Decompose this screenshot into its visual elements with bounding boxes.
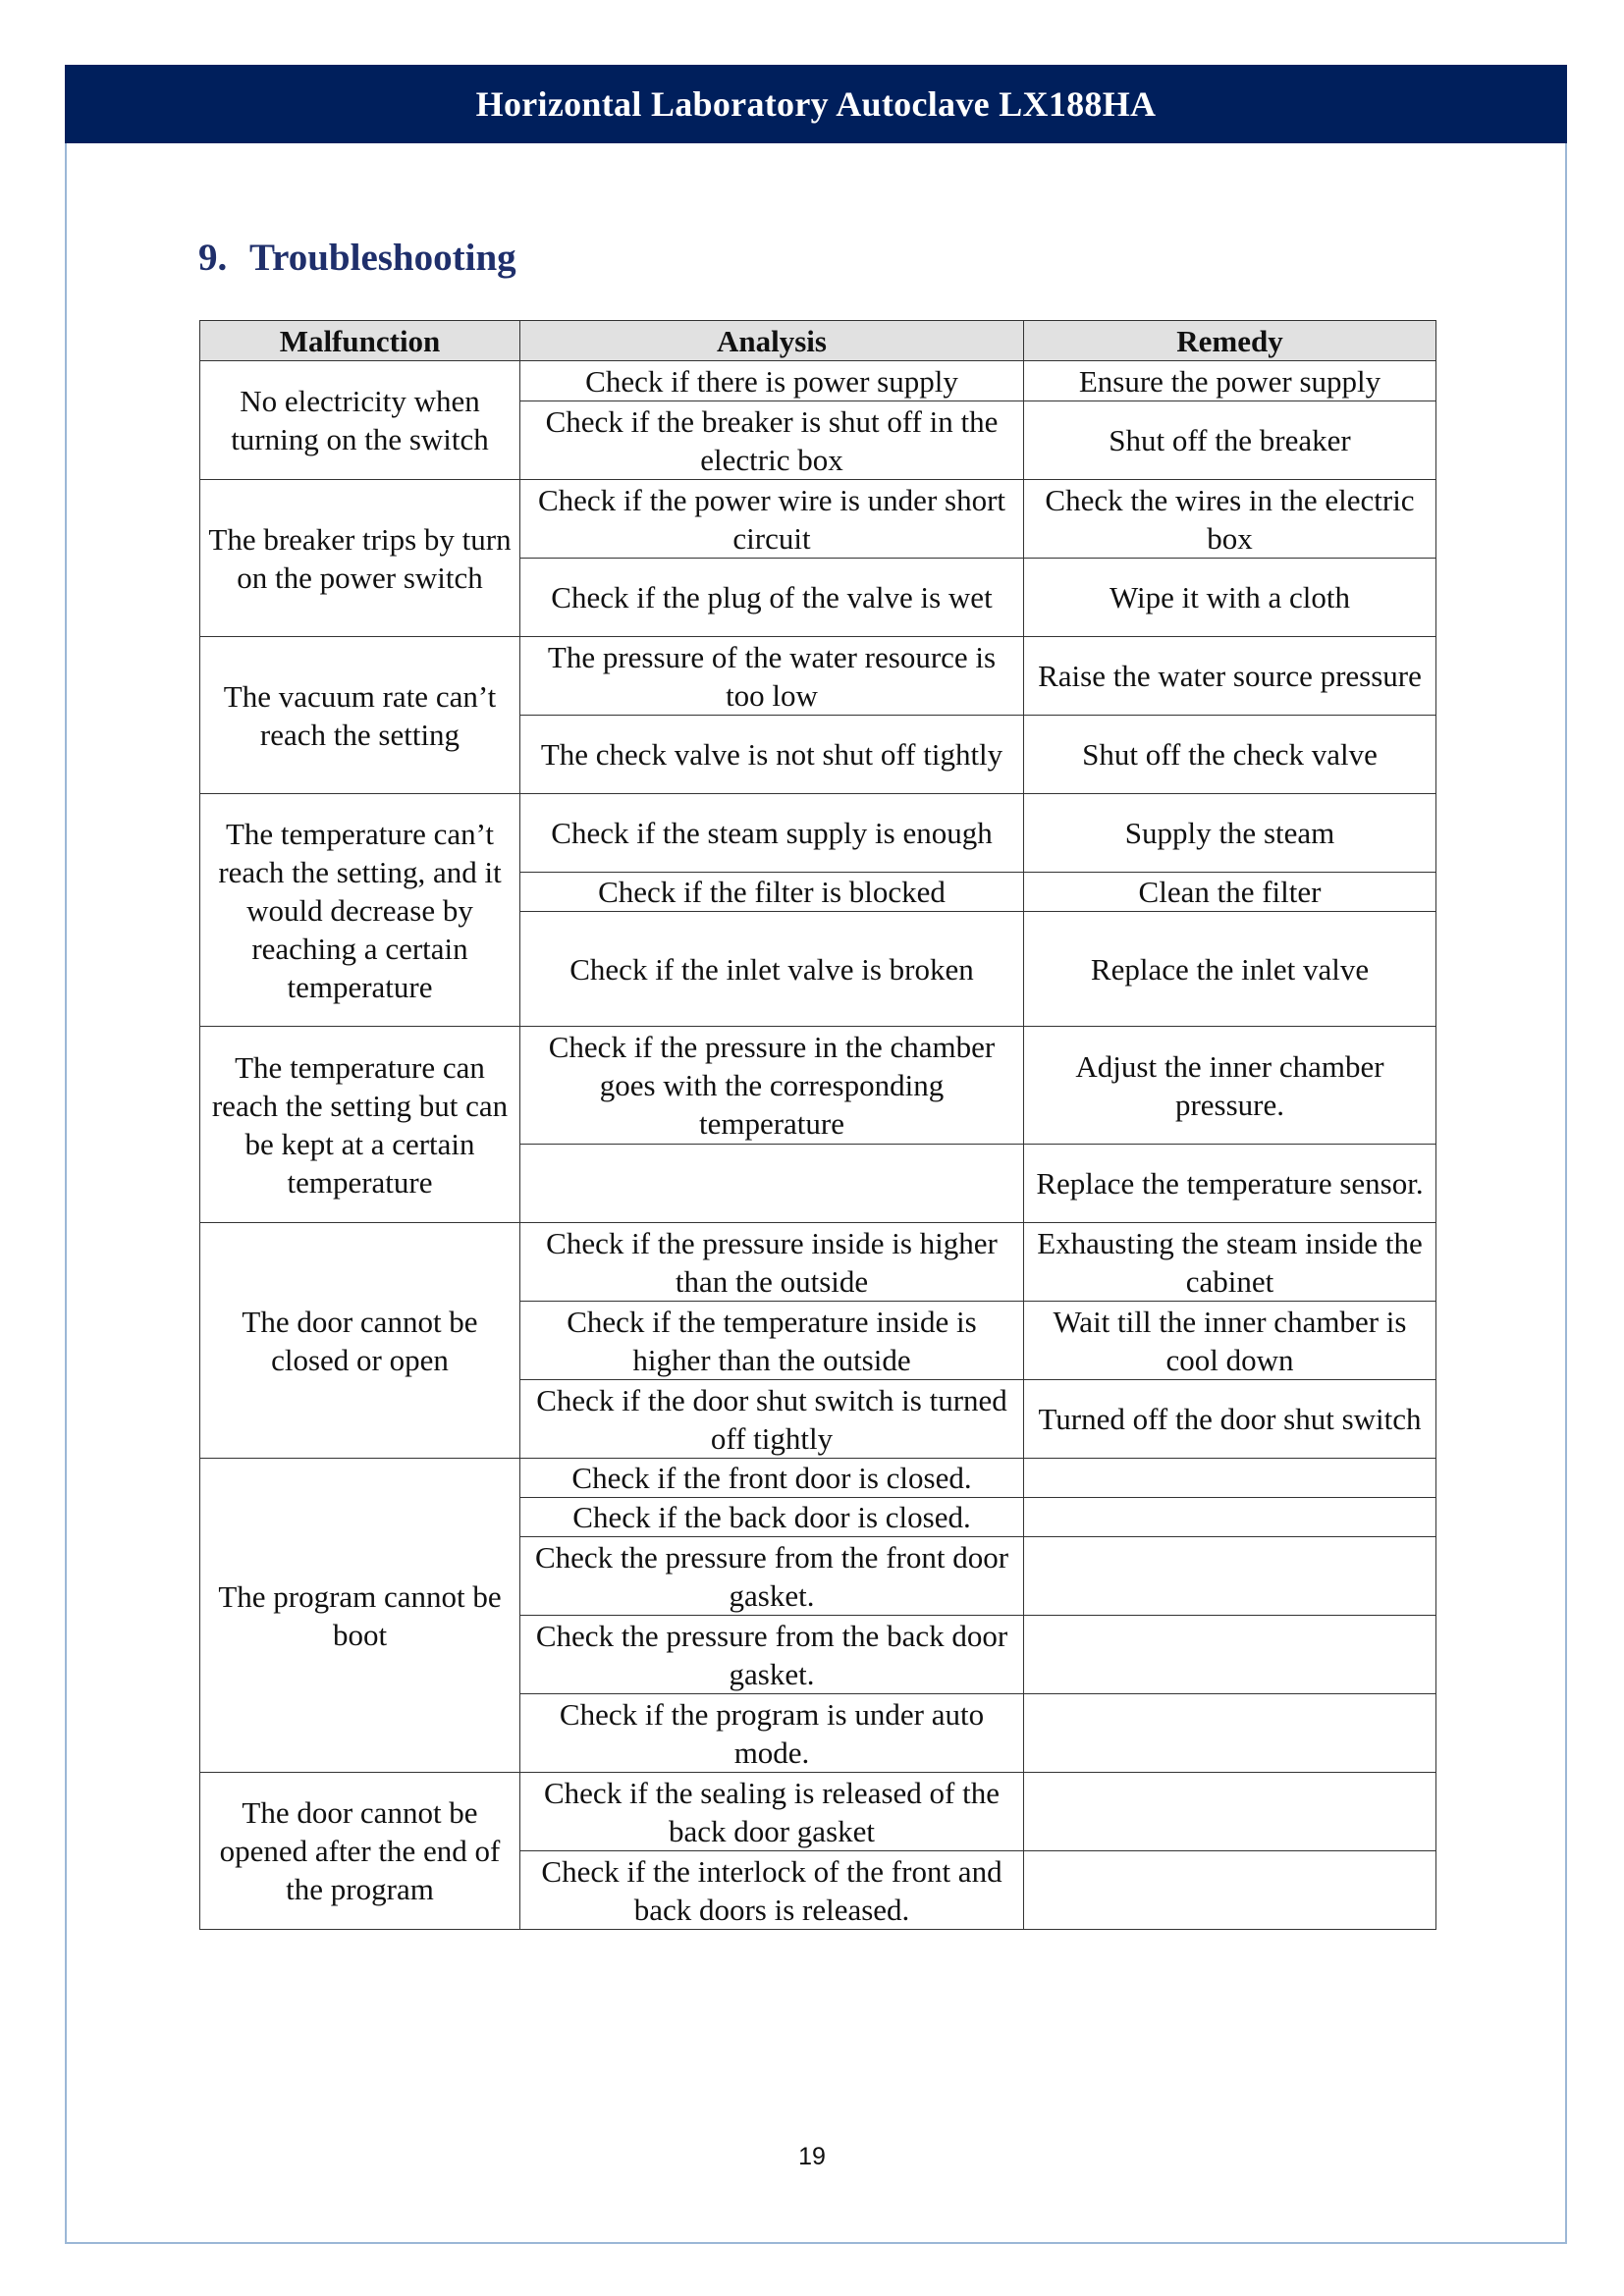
analysis-cell: Check if the interlock of the front and back doors is released. xyxy=(520,1851,1024,1930)
analysis-cell: Check if the plug of the valve is wet xyxy=(520,559,1024,637)
analysis-cell: Check if the program is under auto mode. xyxy=(520,1694,1024,1773)
table-row xyxy=(200,1027,1436,1145)
remedy-cell: Supply the steam xyxy=(1024,794,1436,873)
table-row xyxy=(200,794,1436,873)
analysis-cell: Check if the pressure in the chamber goes with the corresponding temperature xyxy=(520,1027,1024,1145)
analysis-cell xyxy=(520,1145,1024,1223)
remedy-cell: Shut off the check valve xyxy=(1024,716,1436,794)
remedy-cell: Adjust the inner chamber pressure. xyxy=(1024,1027,1436,1145)
column-header-malfunction: Malfunction xyxy=(200,321,520,361)
remedy-cell xyxy=(1024,1459,1436,1498)
table-row xyxy=(200,480,1436,559)
remedy-cell xyxy=(1024,1851,1436,1930)
malfunction-cell: The vacuum rate can’t reach the setting xyxy=(200,637,520,794)
analysis-cell: Check if the filter is blocked xyxy=(520,873,1024,912)
section-number: 9. xyxy=(198,237,228,279)
remedy-cell: Exhausting the steam inside the cabinet xyxy=(1024,1223,1436,1302)
table-header-row xyxy=(200,321,1436,361)
table-row xyxy=(200,361,1436,401)
remedy-cell xyxy=(1024,1694,1436,1773)
analysis-cell: Check if there is power supply xyxy=(520,361,1024,401)
analysis-cell: Check if the back door is closed. xyxy=(520,1498,1024,1537)
malfunction-cell: The breaker trips by turn on the power switch xyxy=(200,480,520,637)
remedy-cell: Ensure the power supply xyxy=(1024,361,1436,401)
analysis-cell: The pressure of the water resource is too low xyxy=(520,637,1024,716)
section-heading xyxy=(198,236,516,280)
analysis-cell: Check if the breaker is shut off in the electric box xyxy=(520,401,1024,480)
section-title: Troubleshooting xyxy=(249,237,516,279)
remedy-cell: Clean the filter xyxy=(1024,873,1436,912)
remedy-cell xyxy=(1024,1616,1436,1694)
analysis-cell: Check if the sealing is released of the back door gasket xyxy=(520,1773,1024,1851)
analysis-cell: The check valve is not shut off tightly xyxy=(520,716,1024,794)
analysis-cell: Check if the door shut switch is turned off tightly xyxy=(520,1380,1024,1459)
analysis-cell: Check if the front door is closed. xyxy=(520,1459,1024,1498)
remedy-cell xyxy=(1024,1498,1436,1537)
malfunction-cell: The door cannot be closed or open xyxy=(200,1223,520,1459)
analysis-cell: Check the pressure from the back door gasket. xyxy=(520,1616,1024,1694)
analysis-cell: Check the pressure from the front door gasket. xyxy=(520,1537,1024,1616)
analysis-cell: Check if the pressure inside is higher than the outside xyxy=(520,1223,1024,1302)
table-row xyxy=(200,1773,1436,1851)
analysis-cell: Check if the temperature inside is higher than the outside xyxy=(520,1302,1024,1380)
remedy-cell: Check the wires in the electric box xyxy=(1024,480,1436,559)
column-header-remedy: Remedy xyxy=(1024,321,1436,361)
analysis-cell: Check if the steam supply is enough xyxy=(520,794,1024,873)
remedy-cell: Replace the temperature sensor. xyxy=(1024,1145,1436,1223)
remedy-cell: Replace the inlet valve xyxy=(1024,912,1436,1027)
remedy-cell: Wipe it with a cloth xyxy=(1024,559,1436,637)
troubleshooting-table xyxy=(199,320,1436,1930)
remedy-cell: Turned off the door shut switch xyxy=(1024,1380,1436,1459)
malfunction-cell: The temperature can’t reach the setting, and it would decrease by reaching a certain temperature xyxy=(200,794,520,1027)
remedy-cell xyxy=(1024,1537,1436,1616)
malfunction-cell: The program cannot be boot xyxy=(200,1459,520,1773)
page-number: 19 xyxy=(798,2143,826,2170)
remedy-cell: Wait till the inner chamber is cool down xyxy=(1024,1302,1436,1380)
column-header-analysis: Analysis xyxy=(520,321,1024,361)
malfunction-cell: The temperature can reach the setting but can be kept at a certain temperature xyxy=(200,1027,520,1223)
malfunction-cell: No electricity when turning on the switch xyxy=(200,361,520,480)
analysis-cell: Check if the power wire is under short circuit xyxy=(520,480,1024,559)
table-row xyxy=(200,1223,1436,1302)
remedy-cell xyxy=(1024,1773,1436,1851)
malfunction-cell: The door cannot be opened after the end of the program xyxy=(200,1773,520,1930)
document-header xyxy=(65,65,1567,143)
table-row xyxy=(200,637,1436,716)
remedy-cell: Shut off the breaker xyxy=(1024,401,1436,480)
remedy-cell: Raise the water source pressure xyxy=(1024,637,1436,716)
analysis-cell: Check if the inlet valve is broken xyxy=(520,912,1024,1027)
table-row xyxy=(200,1459,1436,1498)
header-title: Horizontal Laboratory Autoclave LX188HA xyxy=(475,84,1157,124)
